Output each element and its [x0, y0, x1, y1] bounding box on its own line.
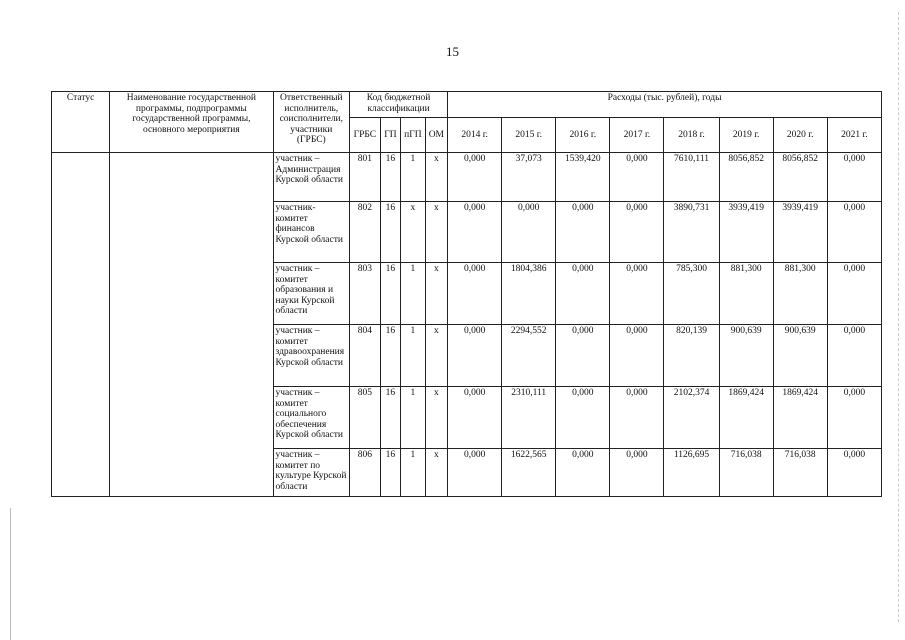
value-cell: 0,000: [610, 449, 664, 497]
om-cell: х: [425, 449, 447, 497]
value-cell: 0,000: [610, 387, 664, 449]
value-cell: 0,000: [610, 325, 664, 387]
header-year: 2017 г.: [610, 118, 664, 153]
executor-cell: участник – комитет здравоохранения Курской области: [273, 325, 350, 387]
grbs-cell: 802: [350, 202, 381, 263]
header-year: 2014 г.: [448, 118, 502, 153]
header-year: 2015 г.: [502, 118, 556, 153]
value-cell: 900,639: [719, 325, 773, 387]
header-year: 2018 г.: [664, 118, 719, 153]
value-cell: 7610,111: [664, 153, 719, 202]
gp-cell: 16: [380, 263, 400, 325]
executor-cell: участник – комитет образования и науки Курской области: [273, 263, 350, 325]
scan-edge-line: [898, 12, 899, 622]
value-cell: 0,000: [556, 263, 610, 325]
om-cell: х: [425, 263, 447, 325]
grbs-cell: 801: [350, 153, 381, 202]
executor-cell: участник – Администрация Курской области: [273, 153, 350, 202]
page-number: 15: [446, 44, 459, 59]
gp-cell: 16: [380, 153, 400, 202]
header-expenses-group: Расходы (тыс. рублей), годы: [448, 92, 882, 118]
value-cell: 3939,419: [719, 202, 773, 263]
om-cell: х: [425, 387, 447, 449]
gp-cell: 16: [380, 202, 400, 263]
value-cell: 0,000: [827, 153, 881, 202]
value-cell: 0,000: [448, 202, 502, 263]
header-code-group: Код бюджетной классификации: [350, 92, 448, 118]
value-cell: 1126,695: [664, 449, 719, 497]
value-cell: 3939,419: [773, 202, 827, 263]
value-cell: 0,000: [448, 449, 502, 497]
value-cell: 0,000: [448, 387, 502, 449]
gp-cell: 16: [380, 387, 400, 449]
pgp-cell: 1: [401, 325, 426, 387]
value-cell: 0,000: [827, 387, 881, 449]
value-cell: 2310,111: [502, 387, 556, 449]
table-row: [52, 153, 882, 202]
header-pgp: пГП: [401, 118, 426, 153]
value-cell: 8056,852: [773, 153, 827, 202]
executor-cell: участник – комитет по культуре Курской области: [273, 449, 350, 497]
value-cell: 2102,374: [664, 387, 719, 449]
value-cell: 3890,731: [664, 202, 719, 263]
value-cell: 881,300: [719, 263, 773, 325]
om-cell: х: [425, 202, 447, 263]
value-cell: 785,300: [664, 263, 719, 325]
value-cell: 0,000: [610, 153, 664, 202]
value-cell: 1869,424: [773, 387, 827, 449]
grbs-cell: 805: [350, 387, 381, 449]
header-executor: Ответственный исполнитель, соисполнители, участники (ГРБС): [273, 92, 350, 153]
header-status: Статус: [52, 92, 110, 153]
om-cell: х: [425, 153, 447, 202]
budget-table: [51, 91, 882, 497]
program-name-cell: [110, 153, 273, 497]
status-cell: [52, 153, 110, 497]
value-cell: 1869,424: [719, 387, 773, 449]
grbs-cell: 803: [350, 263, 381, 325]
value-cell: 0,000: [556, 387, 610, 449]
pgp-cell: 1: [401, 449, 426, 497]
header-year: 2016 г.: [556, 118, 610, 153]
header-gp: ГП: [380, 118, 400, 153]
pgp-cell: 1: [401, 387, 426, 449]
value-cell: 0,000: [502, 202, 556, 263]
value-cell: 0,000: [827, 263, 881, 325]
om-cell: х: [425, 325, 447, 387]
value-cell: 0,000: [827, 449, 881, 497]
value-cell: 37,073: [502, 153, 556, 202]
value-cell: 8056,852: [719, 153, 773, 202]
header-year: 2019 г.: [719, 118, 773, 153]
executor-cell: участник- комитет финансов Курской области: [273, 202, 350, 263]
gp-cell: 16: [380, 449, 400, 497]
value-cell: 0,000: [556, 449, 610, 497]
value-cell: 0,000: [610, 263, 664, 325]
value-cell: 716,038: [773, 449, 827, 497]
header-name: Наименование государственной программы, подпрограммы государственной программы, основного мероприятия: [110, 92, 273, 153]
value-cell: 0,000: [827, 325, 881, 387]
value-cell: 716,038: [719, 449, 773, 497]
value-cell: 0,000: [448, 153, 502, 202]
grbs-cell: 804: [350, 325, 381, 387]
value-cell: 0,000: [448, 263, 502, 325]
value-cell: 2294,552: [502, 325, 556, 387]
pgp-cell: 1: [401, 153, 426, 202]
header-grbs: ГРБС: [350, 118, 381, 153]
executor-cell: участник – комитет социального обеспечения Курской области: [273, 387, 350, 449]
header-om: ОМ: [425, 118, 447, 153]
header-year: 2020 г.: [773, 118, 827, 153]
header-year: 2021 г.: [827, 118, 881, 153]
value-cell: 1622,565: [502, 449, 556, 497]
value-cell: 0,000: [827, 202, 881, 263]
gp-cell: 16: [380, 325, 400, 387]
value-cell: 881,300: [773, 263, 827, 325]
pgp-cell: х: [401, 202, 426, 263]
value-cell: 0,000: [610, 202, 664, 263]
value-cell: 0,000: [448, 325, 502, 387]
value-cell: 1804,386: [502, 263, 556, 325]
pgp-cell: 1: [401, 263, 426, 325]
grbs-cell: 806: [350, 449, 381, 497]
value-cell: 820,139: [664, 325, 719, 387]
value-cell: 0,000: [556, 325, 610, 387]
scan-margin-line: [10, 508, 11, 640]
value-cell: 900,639: [773, 325, 827, 387]
value-cell: 0,000: [556, 202, 610, 263]
value-cell: 1539,420: [556, 153, 610, 202]
